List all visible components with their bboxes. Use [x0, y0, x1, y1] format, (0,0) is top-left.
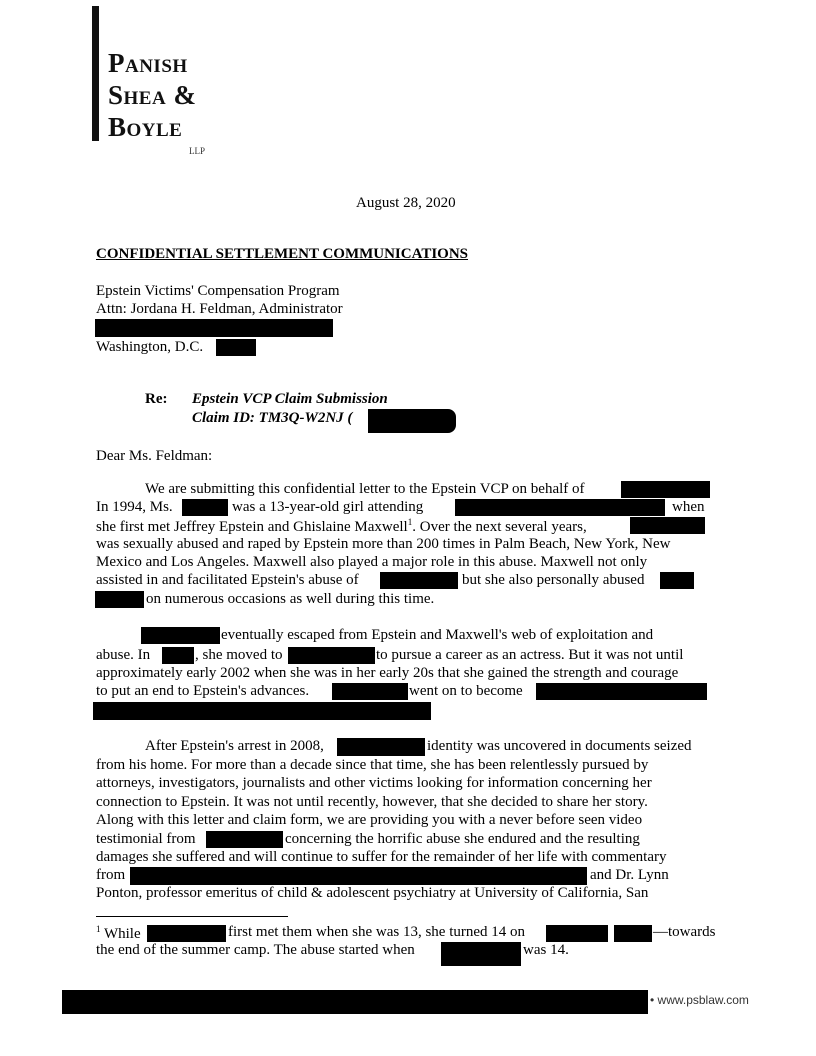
redaction-p2-name1: [141, 627, 220, 644]
redaction-p3-name2: [206, 831, 283, 848]
p3-line3: attorneys, investigators, journalists and other victims looking for information concerning her: [96, 775, 652, 791]
redaction-p1-name4: [380, 572, 458, 589]
letterhead-name-line3: Boyle: [108, 112, 183, 142]
confidential-heading: CONFIDENTIAL SETTLEMENT COMMUNICATIONS: [96, 246, 469, 262]
redaction-p2-name2: [332, 683, 408, 700]
p3-line8a: from: [96, 867, 126, 883]
redaction-p2-line5: [93, 702, 431, 720]
p3-line1a: After Epstein's arrest in 2008,: [145, 738, 324, 754]
letterhead-bar: [92, 6, 99, 141]
redaction-p1-school: [455, 499, 665, 516]
letter-date: August 28, 2020: [356, 195, 456, 211]
redaction-p3-name1: [337, 738, 425, 756]
p2-line2b: , she moved to: [195, 647, 283, 663]
re-line2: Claim ID: TM3Q-W2NJ (: [192, 410, 353, 426]
p3-line6b: concerning the horrific abuse she endured and the resulting: [285, 831, 640, 847]
re-label: Re:: [145, 391, 168, 407]
p1-line3: she first met Jeffrey Epstein and Ghislaine Maxwell$^1$. Over the next several years,: [96, 517, 587, 535]
p1-line5: Mexico and Los Angeles. Maxwell also played a major role in this abuse. Maxwell not only: [96, 554, 648, 570]
redaction-p3-expert: [130, 867, 587, 885]
p1-line7: on numerous occasions as well during this time.: [146, 591, 435, 607]
letterhead-llp: LLP: [189, 146, 206, 156]
redaction-footnote-date1: [546, 925, 608, 942]
redaction-p2-year: [162, 647, 194, 664]
footer-website: • www.psblaw.com: [650, 993, 749, 1007]
footnote-line1b: first met them when she was 13, she turned 14 on: [228, 924, 526, 940]
p1-line6a: assisted in and facilitated Epstein's abuse of: [96, 572, 359, 588]
redaction-p1-name1: [621, 481, 710, 498]
address-city: Washington, D.C.: [96, 339, 204, 355]
redaction-p1-name3: [630, 517, 705, 534]
letterhead-name-line1: Panish: [108, 48, 188, 78]
re-line1: Epstein VCP Claim Submission: [192, 391, 388, 407]
redaction-footer-address: [62, 990, 648, 1014]
p3-line7: damages she suffered and will continue to suffer for the remainder of her life with commentary: [96, 849, 667, 865]
footnote-line1c: —towards: [653, 924, 716, 940]
redaction-footnote-date2: [614, 925, 652, 942]
p2-line2a: abuse. In: [96, 647, 151, 663]
p3-line8b: and Dr. Lynn: [590, 867, 669, 883]
footnote-line2a: the end of the summer camp. The abuse started when: [96, 942, 415, 958]
p1-line6b: but she also personally abused: [462, 572, 645, 588]
p3-line9: Ponton, professor emeritus of child & adolescent psychiatry at University of California, San: [96, 885, 649, 901]
salutation: Dear Ms. Feldman:: [96, 448, 213, 464]
p3-line1b: identity was uncovered in documents seized: [427, 738, 692, 754]
footnote-line2b: was 14.: [523, 942, 569, 958]
redaction-footnote-name2: [441, 942, 521, 966]
letterhead-name-line2: Shea &: [108, 80, 197, 110]
redaction-p1-name6: [95, 591, 144, 608]
p1-line2b: was a 13-year-old girl attending: [232, 499, 424, 515]
p1-line4: was sexually abused and raped by Epstein more than 200 times in Palm Beach, New York, New: [96, 536, 671, 552]
redaction-address-street: [95, 319, 333, 337]
redaction-claim-id: [368, 409, 456, 433]
p1-line1: We are submitting this confidential letter to the Epstein VCP on behalf of: [145, 481, 585, 497]
p3-line2: from his home. For more than a decade since that time, she has been relentlessly pursued by: [96, 757, 649, 773]
p3-line5: Along with this letter and claim form, we are providing you with a never before seen video: [96, 812, 643, 828]
p2-line4b: went on to become: [409, 683, 523, 699]
address-line2: Attn: Jordana H. Feldman, Administrator: [96, 301, 343, 317]
redaction-p2-occupation: [536, 683, 707, 700]
p2-line3: approximately early 2002 when she was in her early 20s that she gained the strength and courage: [96, 665, 679, 681]
p2-line2c: to pursue a career as an actress. But it was not until: [376, 647, 684, 663]
p2-line4a: to put an end to Epstein's advances.: [96, 683, 310, 699]
p2-line1: eventually escaped from Epstein and Maxwell's web of exploitation and: [221, 627, 654, 643]
p1-line2c: when: [672, 499, 705, 515]
address-line1: Epstein Victims' Compensation Program: [96, 283, 340, 299]
p3-line6a: testimonial from: [96, 831, 196, 847]
redaction-p2-city: [288, 647, 375, 664]
redaction-footnote-name1: [147, 925, 226, 942]
redaction-address-zip: [216, 339, 256, 356]
footnote-line1a: $^1$ While: [96, 924, 141, 942]
footnote-rule: [96, 916, 288, 917]
redaction-p1-name5: [660, 572, 694, 589]
redaction-p1-name2: [182, 499, 228, 516]
p3-line4: connection to Epstein. It was not until recently, however, that she decided to share her story.: [96, 794, 648, 810]
p1-line2a: In 1994, Ms.: [96, 499, 173, 515]
